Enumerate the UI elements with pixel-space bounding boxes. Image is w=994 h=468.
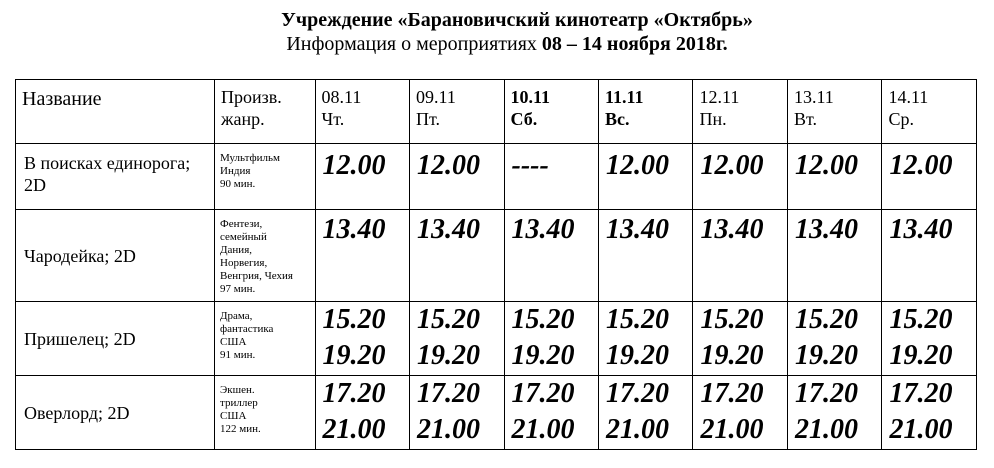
showtime-cell: [599, 144, 693, 210]
showtime-cell: [787, 210, 881, 302]
day-date: 12.11: [699, 87, 740, 107]
genre-line: Норвегия,: [220, 257, 268, 269]
subtitle-prefix: Информация о мероприятиях: [286, 33, 542, 55]
genre-line: фантастика: [220, 323, 274, 335]
genre-header-line2: жанр.: [221, 109, 265, 129]
showtime: 21.00: [511, 414, 575, 445]
document-header: [0, 8, 994, 56]
showtime-cell: [882, 376, 977, 450]
showtime-cell: [787, 302, 881, 376]
showtime: 17.20: [889, 378, 953, 409]
showtime: 21.00: [606, 414, 669, 445]
genre-line: 122 мин.: [220, 423, 261, 435]
genre-line: США: [220, 410, 247, 422]
showtime-cell: [693, 376, 787, 450]
genre-line: семейный: [220, 231, 267, 243]
schedule-subtitle: [0, 32, 994, 56]
showtime: 21.00: [322, 414, 386, 445]
column-header-name: Название: [16, 80, 215, 144]
day-weekday: Пт.: [416, 109, 441, 129]
showtime-cell: [599, 302, 693, 376]
showtime: 12.00: [606, 150, 669, 181]
showtime: 17.20: [794, 378, 858, 409]
showtime: 13.40: [417, 214, 481, 245]
genre-line: Мультфильм: [220, 152, 280, 164]
showtime: 17.20: [417, 378, 481, 409]
table-row: [16, 376, 977, 450]
day-weekday: Чт.: [321, 109, 345, 129]
showtime: 13.40: [889, 214, 953, 245]
day-date: 11.11: [605, 87, 644, 107]
showtime: 21.00: [417, 414, 481, 445]
column-header-genre: [215, 80, 316, 144]
genre-line: Венгрия, Чехия: [220, 270, 293, 282]
genre-line: 91 мин.: [220, 349, 256, 361]
table-row: [16, 302, 977, 376]
showtime: 19.20: [794, 340, 858, 371]
showtime: 12.00: [700, 150, 764, 181]
showtime: 15.20: [700, 304, 764, 335]
day-date: 09.11: [416, 87, 456, 107]
showtime: 17.20: [700, 378, 764, 409]
showtime-cell: [315, 376, 409, 450]
institution-title: Учреждение «Барановичский кинотеатр «Октябрь»: [281, 9, 753, 31]
film-title: В поисках единорога; 2D: [16, 144, 215, 210]
film-genre-info: [215, 144, 316, 210]
column-header-day: [504, 80, 598, 144]
day-weekday: Вт.: [793, 109, 817, 129]
showtime: 21.00: [889, 414, 953, 445]
genre-line: США: [220, 336, 247, 348]
showtime-cell: [882, 210, 977, 302]
film-genre-info: [215, 376, 316, 450]
showtime: 19.20: [511, 340, 575, 371]
showtime: 12.00: [417, 150, 481, 181]
showtime: 19.20: [417, 340, 481, 371]
genre-line: Экшен.: [220, 384, 255, 396]
showtime: 12.00: [322, 150, 386, 181]
showtime: 12.00: [889, 150, 953, 181]
genre-line: 97 мин.: [220, 283, 256, 295]
showtime: 21.00: [700, 414, 764, 445]
showtime: 17.20: [511, 378, 575, 409]
showtime-cell: [693, 144, 787, 210]
table-row: [16, 144, 977, 210]
film-title: Оверлорд; 2D: [16, 376, 215, 450]
showtime-cell: [315, 210, 409, 302]
genre-line: Фентези,: [220, 218, 263, 230]
showtime-cell: [504, 302, 598, 376]
film-genre-info: [215, 210, 316, 302]
genre-line: Индия: [220, 165, 251, 177]
showtime: ----: [511, 150, 549, 181]
column-header-day: [410, 80, 504, 144]
column-header-day: [882, 80, 977, 144]
showtime: 13.40: [322, 214, 386, 245]
showtime: 15.20: [511, 304, 575, 335]
table-row: [16, 210, 977, 302]
day-date: 13.11: [793, 87, 834, 107]
showtime-cell: [599, 376, 693, 450]
showtime: 21.00: [794, 414, 858, 445]
showtime-cell: [410, 144, 504, 210]
showtime-cell: [410, 210, 504, 302]
genre-line: Дания,: [220, 244, 252, 256]
showtime: 12.00: [794, 150, 858, 181]
film-genre-info: [215, 302, 316, 376]
showtime: 15.20: [889, 304, 953, 335]
column-header-day: [693, 80, 787, 144]
showtime: 13.40: [700, 214, 764, 245]
table-header-row: [16, 80, 977, 144]
schedule-table: [15, 79, 977, 450]
showtime: 15.20: [794, 304, 858, 335]
column-header-day: [315, 80, 409, 144]
showtime-cell: [504, 210, 598, 302]
showtime: 15.20: [417, 304, 481, 335]
showtime: 19.20: [889, 340, 953, 371]
showtime-cell: [787, 376, 881, 450]
day-weekday: Вс.: [605, 109, 630, 129]
showtime-cell: [410, 376, 504, 450]
showtime-cell: [882, 302, 977, 376]
showtime-cell: [693, 210, 787, 302]
subtitle-dates: 08 – 14 ноября 2018г.: [541, 33, 728, 55]
showtime-cell: [693, 302, 787, 376]
day-date: 10.11: [510, 87, 551, 107]
showtime: 15.20: [606, 304, 669, 335]
day-date: 08.11: [321, 87, 362, 107]
showtime-cell: [410, 302, 504, 376]
showtime: 15.20: [322, 304, 386, 335]
showtime-cell: [315, 302, 409, 376]
showtime: 17.20: [322, 378, 386, 409]
film-title: Пришелец; 2D: [16, 302, 215, 376]
genre-header-line1: Произв.: [221, 87, 282, 107]
genre-line: 90 мин.: [220, 178, 256, 190]
showtime-cell: [882, 144, 977, 210]
showtime: 13.40: [511, 214, 575, 245]
genre-line: Драма,: [220, 310, 253, 322]
showtime: 19.20: [322, 340, 386, 371]
day-weekday: Ср.: [888, 109, 914, 129]
showtime: 17.20: [606, 378, 669, 409]
day-weekday: Пн.: [699, 109, 727, 129]
film-title: Чародейка; 2D: [16, 210, 215, 302]
showtime-cell: [504, 144, 598, 210]
day-date: 14.11: [888, 87, 929, 107]
column-header-day: [787, 80, 881, 144]
genre-line: триллер: [220, 397, 258, 409]
showtime: 13.40: [606, 214, 669, 245]
showtime-cell: [315, 144, 409, 210]
showtime-cell: [504, 376, 598, 450]
showtime: 13.40: [794, 214, 858, 245]
column-header-day: [599, 80, 693, 144]
showtime-cell: [599, 210, 693, 302]
showtime: 19.20: [606, 340, 669, 371]
day-weekday: Сб.: [510, 109, 538, 129]
showtime: 19.20: [700, 340, 764, 371]
showtime-cell: [787, 144, 881, 210]
